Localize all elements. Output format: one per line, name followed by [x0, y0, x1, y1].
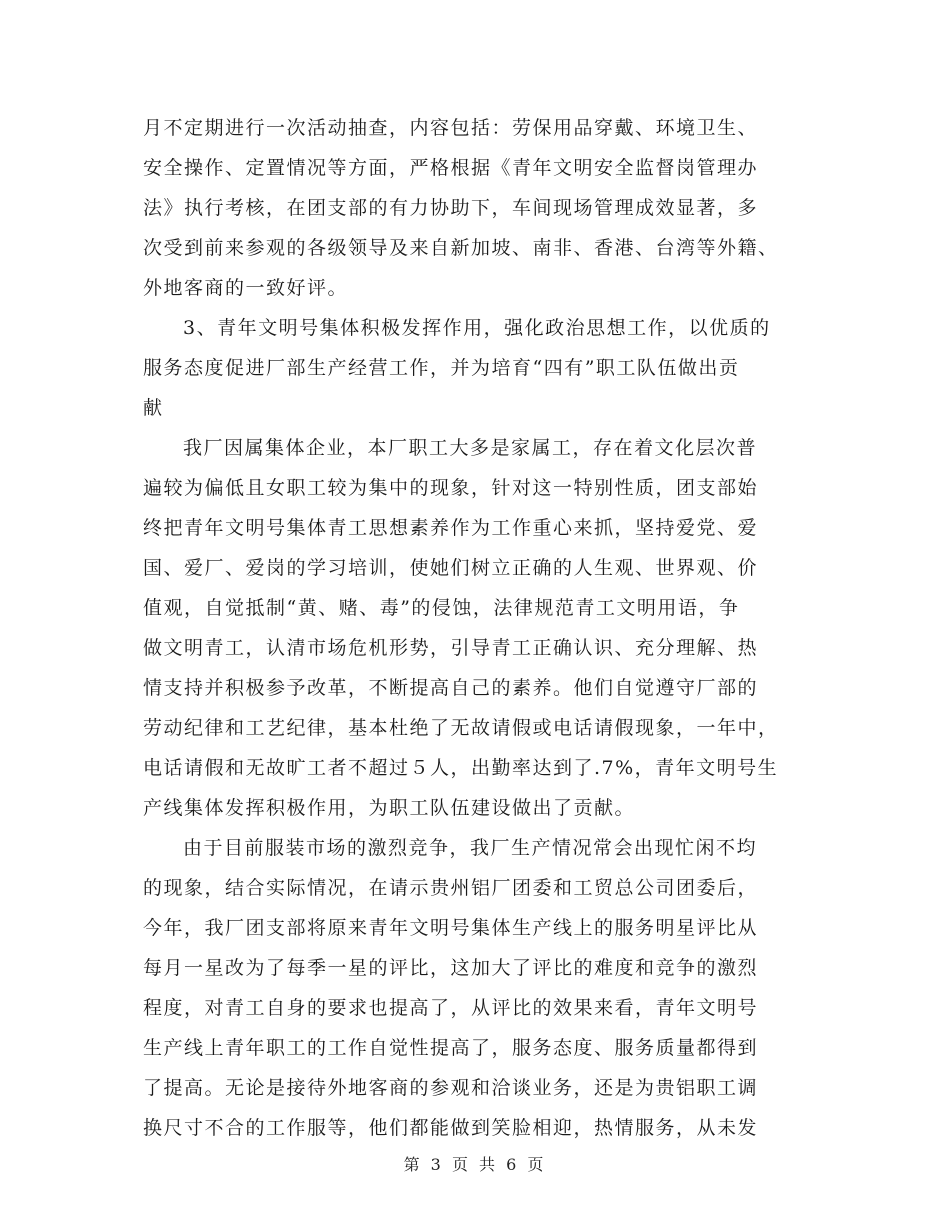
text-line: 换尺寸不合的工作服等，他们都能做到笑脸相迎，热情服务，从未发 [143, 1117, 759, 1139]
text-line: 情支持并积极参予改革，不断提高自己的素养。他们自觉遵守厂部的 [143, 677, 759, 699]
text-line: 献 [143, 397, 164, 419]
text-line: 3、青年文明号集体积极发挥作用，强化政治思想工作，以优质的 [183, 317, 771, 339]
paragraph-4 [143, 828, 808, 1148]
text-line: 了提高。无论是接待外地客商的参观和洽谈业务，还是为贵铝职工调 [143, 1077, 759, 1099]
paragraph-2-heading [143, 308, 808, 428]
text-line: 的现象，结合实际情况，在请示贵州铝厂团委和工贸总公司团委后， [143, 877, 759, 899]
text-line: 程度，对青工自身的要求也提高了，从评比的效果来看，青年文明号 [143, 997, 759, 1019]
text-line: 次受到前来参观的各级领导及来自新加坡、南非、香港、台湾等外籍、 [143, 237, 779, 259]
text-line: 今年，我厂团支部将原来青年文明号集体生产线上的服务明星评比从 [143, 917, 759, 939]
page-number-footer: 第 3 页 共 6 页 [403, 1155, 547, 1174]
text-line: 劳动纪律和工艺纪律，基本杜绝了无故请假或电话请假现象，一年中， [143, 717, 779, 739]
text-line: 安全操作、定置情况等方面，严格根据《青年文明安全监督岗管理办 [143, 157, 759, 179]
text-line: 遍较为偏低且女职工较为集中的现象，针对这一特别性质，团支部始 [143, 477, 759, 499]
document-body [143, 108, 808, 1148]
paragraph-3 [143, 428, 808, 828]
text-line: 月不定期进行一次活动抽查，内容包括：劳保用品穿戴、环境卫生、 [143, 117, 759, 139]
text-line: 国、爱厂、爱岗的学习培训，使她们树立正确的人生观、世界观、价 [143, 557, 759, 579]
paragraph-1 [143, 108, 808, 308]
text-line: 我厂因属集体企业，本厂职工大多是家属工，存在着文化层次普 [183, 437, 758, 459]
text-line: 做文明青工，认清市场危机形势，引导青工正确认识、充分理解、热 [143, 637, 759, 659]
text-line: 值观，自觉抵制“黄、赌、毒”的侵蚀，法律规范青工文明用语，争 [143, 597, 740, 619]
text-line: 每月一星改为了每季一星的评比，这加大了评比的难度和竞争的激烈 [143, 957, 759, 979]
text-line: 外地客商的一致好评。 [143, 277, 349, 299]
text-line: 服务态度促进厂部生产经营工作，并为培育“四有”职工队伍做出贡 [143, 357, 740, 379]
text-line: 生产线上青年职工的工作自觉性提高了，服务态度、服务质量都得到 [143, 1037, 759, 1059]
text-line: 终把青年文明号集体青工思想素养作为工作重心来抓，坚持爱党、爱 [143, 517, 759, 539]
text-line: 由于目前服装市场的激烈竞争，我厂生产情况常会出现忙闲不均 [183, 837, 758, 859]
text-line: 产线集体发挥积极作用，为职工队伍建设做出了贡献。 [143, 797, 636, 819]
text-line: 法》执行考核，在团支部的有力协助下，车间现场管理成效显著，多 [143, 197, 759, 219]
text-line: 电话请假和无故旷工者不超过５人，出勤率达到了.7%，青年文明号生 [143, 757, 779, 779]
